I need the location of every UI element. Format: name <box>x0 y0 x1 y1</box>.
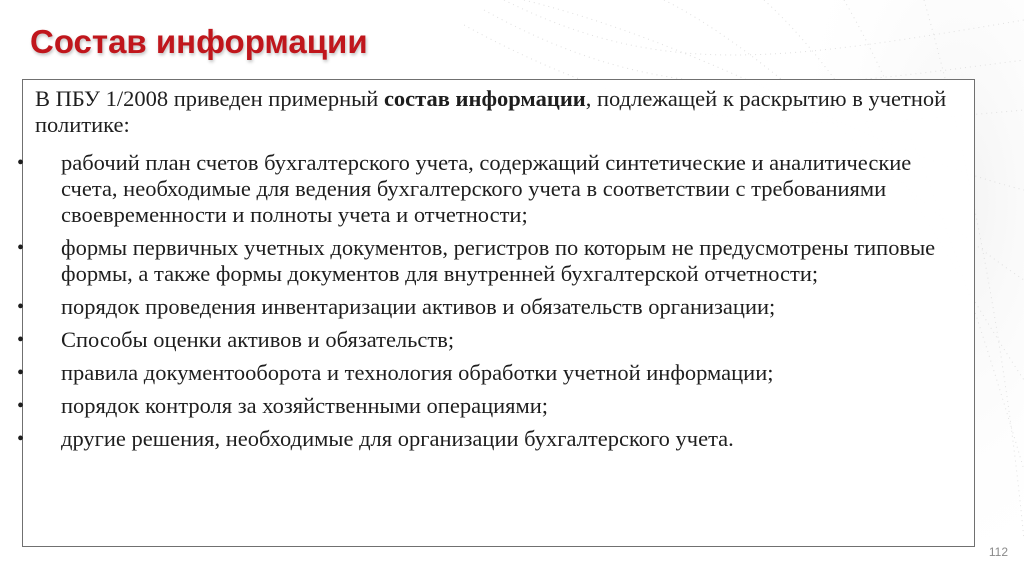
intro-text-start: В ПБУ 1/2008 приведен примерный <box>35 86 384 111</box>
bullet-icon: • <box>17 329 25 351</box>
bullet-list <box>17 150 968 459</box>
list-item-text: правила документооборота и технология обработки учетной информации; <box>61 360 774 385</box>
list-item-text: рабочий план счетов бухгалтерского учета, содержащий синтетические и аналитические счета, необходимые для ведения бухгалтерского учета в соответствии с требованиями своевременности и полноты учета и отчетности; <box>61 150 912 227</box>
bullet-icon: • <box>17 237 25 259</box>
bullet-icon: • <box>17 428 25 450</box>
list-item <box>17 426 968 452</box>
list-item-text: Способы оценки активов и обязательств; <box>61 327 455 352</box>
bullet-icon: • <box>17 362 25 384</box>
list-item <box>17 360 968 386</box>
list-item <box>17 235 968 287</box>
list-item-text: другие решения, необходимые для организации бухгалтерского учета. <box>61 426 734 451</box>
bullet-icon: • <box>17 395 25 417</box>
bullet-icon: • <box>17 152 25 174</box>
list-item-text: порядок контроля за хозяйственными операциями; <box>61 393 549 418</box>
intro-paragraph <box>35 86 955 138</box>
list-item-text: формы первичных учетных документов, регистров по которым не предусмотрены типовые формы, а также формы документов для внутренней бухгалтерской отчетности; <box>61 235 936 286</box>
list-item <box>17 294 968 320</box>
bullet-icon: • <box>17 296 25 318</box>
page-number: 112 <box>988 545 1008 559</box>
slide-title: Состав информации <box>30 23 368 60</box>
list-item <box>17 150 968 228</box>
list-item <box>17 327 968 353</box>
intro-text-end: , подлежащей к раскрытию в учетной политике: <box>35 86 947 137</box>
list-item <box>17 393 968 419</box>
intro-text-bold: состав информации <box>383 86 586 111</box>
list-item-text: порядок проведения инвентаризации активов и обязательств организации; <box>61 294 776 319</box>
content-box <box>17 79 975 547</box>
